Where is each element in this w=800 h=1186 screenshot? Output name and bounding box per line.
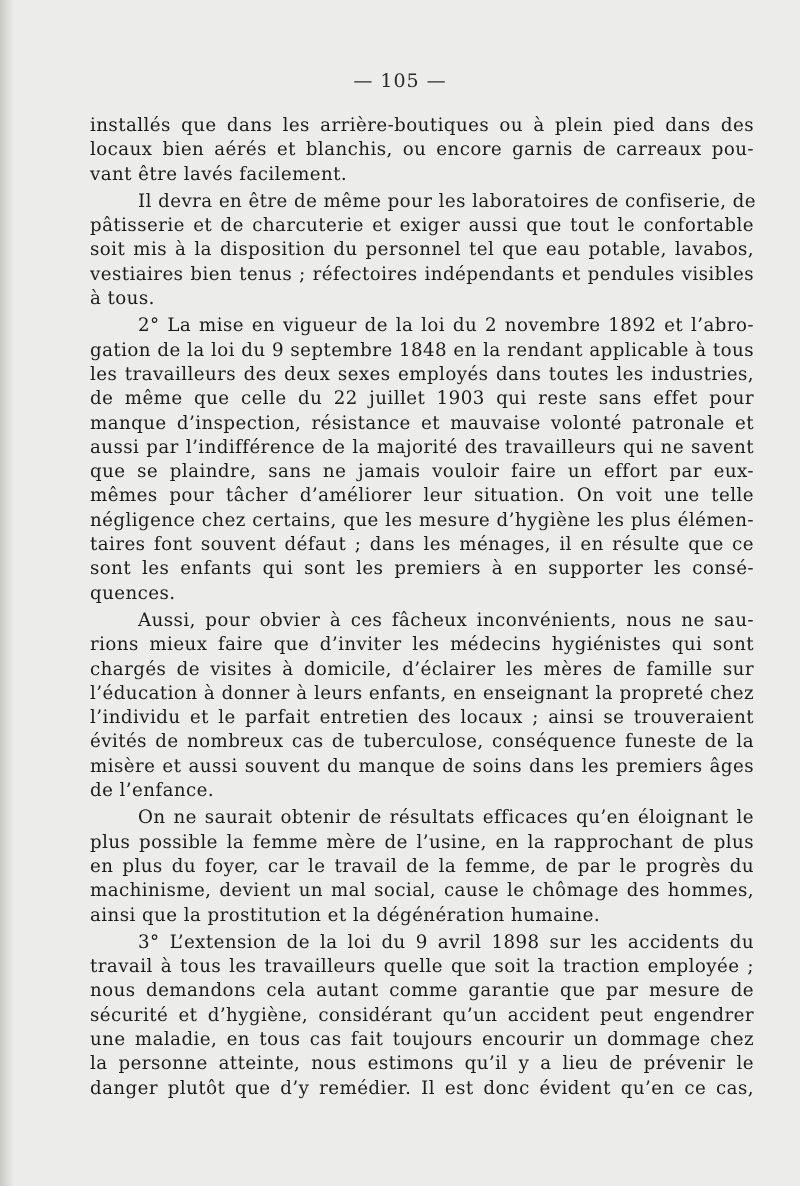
text-line: locaux bien aérés et blanchis, ou encore garnis de carreaux pou-	[90, 139, 754, 161]
text-line: plus possible la femme mère de l’usine, en la rapprochant de plus	[90, 831, 754, 853]
text-line: la personne atteinte, nous estimons qu’il y a lieu de prévenir le	[90, 1053, 754, 1075]
text-line: l’éducation à donner à leurs enfants, en enseignant la propreté chez	[90, 682, 754, 704]
text-line: manque d’inspection, résistance et mauvaise volonté patronale et	[90, 412, 754, 434]
text-line: en plus du foyer, car le travail de la femme, de par le progrès du	[90, 855, 754, 877]
text-line: sont les enfants qui sont les premiers à en supporter les consé-	[90, 558, 754, 580]
text-line: danger plutôt que d’y remédier. Il est donc évident qu’en ce cas,	[90, 1077, 754, 1099]
text-line: une maladie, en tous cas fait toujours encourir un dommage chez	[90, 1028, 754, 1050]
text-line: vant être lavés facilement.	[90, 163, 348, 185]
text-line: sécurité et d’hygiène, considérant qu’un accident peut engendrer	[90, 1004, 754, 1026]
text-line: que se plaindre, sans ne jamais vouloir faire un effort par eux-	[90, 461, 754, 483]
text-line: taires font souvent défaut ; dans les ménages, il en résulte que ce	[90, 534, 754, 556]
text-line: évités de nombreux cas de tuberculose, conséquence funeste de la	[90, 731, 754, 753]
text-line: pâtisserie et de charcuterie et exiger aussi que tout le confortable	[90, 215, 754, 237]
text-line: machinisme, devient un mal social, cause le chômage des hommes,	[90, 880, 754, 902]
paragraph	[90, 931, 754, 1101]
text-line: vestiaires bien tenus ; réfectoires indépendants et pendules visibles	[90, 263, 754, 285]
paragraph	[90, 314, 754, 606]
text-line: 3° L’extension de la loi du 9 avril 1898 sur les accidents du	[138, 931, 754, 953]
text-line: On ne saurait obtenir de résultats efficaces qu’en éloignant le	[138, 807, 754, 829]
text-line: travail à tous les travailleurs quelle que soit la traction employée ;	[90, 956, 754, 978]
body-text	[90, 114, 754, 1101]
text-line: mêmes pour tâcher d’améliorer leur situation. On voit une telle	[90, 485, 754, 507]
text-line: installés que dans les arrière-boutiques ou à plein pied dans des	[90, 115, 754, 136]
paragraph	[90, 114, 754, 187]
text-line: quences.	[90, 582, 176, 604]
text-line: rions mieux faire que d’inviter les médecins hygiénistes qui sont	[90, 634, 754, 656]
text-line: négligence chez certains, que les mesure d’hygiène les plus élémen-	[90, 509, 754, 531]
text-line: Il devra en être de même pour les laboratoires de confiserie, de	[138, 190, 756, 212]
text-line: ainsi que la prostitution et la dégénération humaine.	[90, 904, 601, 926]
text-line: Aussi, pour obvier à ces fâcheux inconvénients, nous ne sau-	[138, 609, 754, 631]
text-line: 2° La mise en vigueur de la loi du 2 novembre 1892 et l’abro-	[138, 315, 754, 337]
paragraph	[90, 806, 754, 927]
page-number: — 105 —	[353, 70, 447, 92]
text-line: soit mis à la disposition du personnel tel que eau potable, lavabos,	[90, 239, 754, 261]
page-gutter-shadow	[0, 0, 14, 1186]
paragraph	[90, 609, 754, 803]
text-line: à tous.	[90, 288, 155, 310]
text-line: gation de la loi du 9 septembre 1848 en la rendant applicable à tous	[90, 339, 754, 361]
paragraph	[90, 190, 754, 311]
text-line: nous demandons cela autant comme garantie que par mesure de	[90, 980, 754, 1002]
text-line: de l’enfance.	[90, 780, 215, 802]
text-line: de même que celle du 22 juillet 1903 qui reste sans effet pour	[90, 388, 754, 410]
text-line: chargés de visites à domicile, d’éclairer les mères de famille sur	[90, 658, 754, 680]
text-line: les travailleurs des deux sexes employés dans toutes les industries,	[90, 363, 754, 385]
text-line: aussi par l’indifférence de la majorité des travailleurs qui ne savent	[90, 436, 754, 458]
text-line: l’individu et le parfait entretien des locaux ; ainsi se trouveraient	[90, 707, 754, 729]
text-line: misère et aussi souvent du manque de soins dans les premiers âges	[90, 755, 754, 777]
